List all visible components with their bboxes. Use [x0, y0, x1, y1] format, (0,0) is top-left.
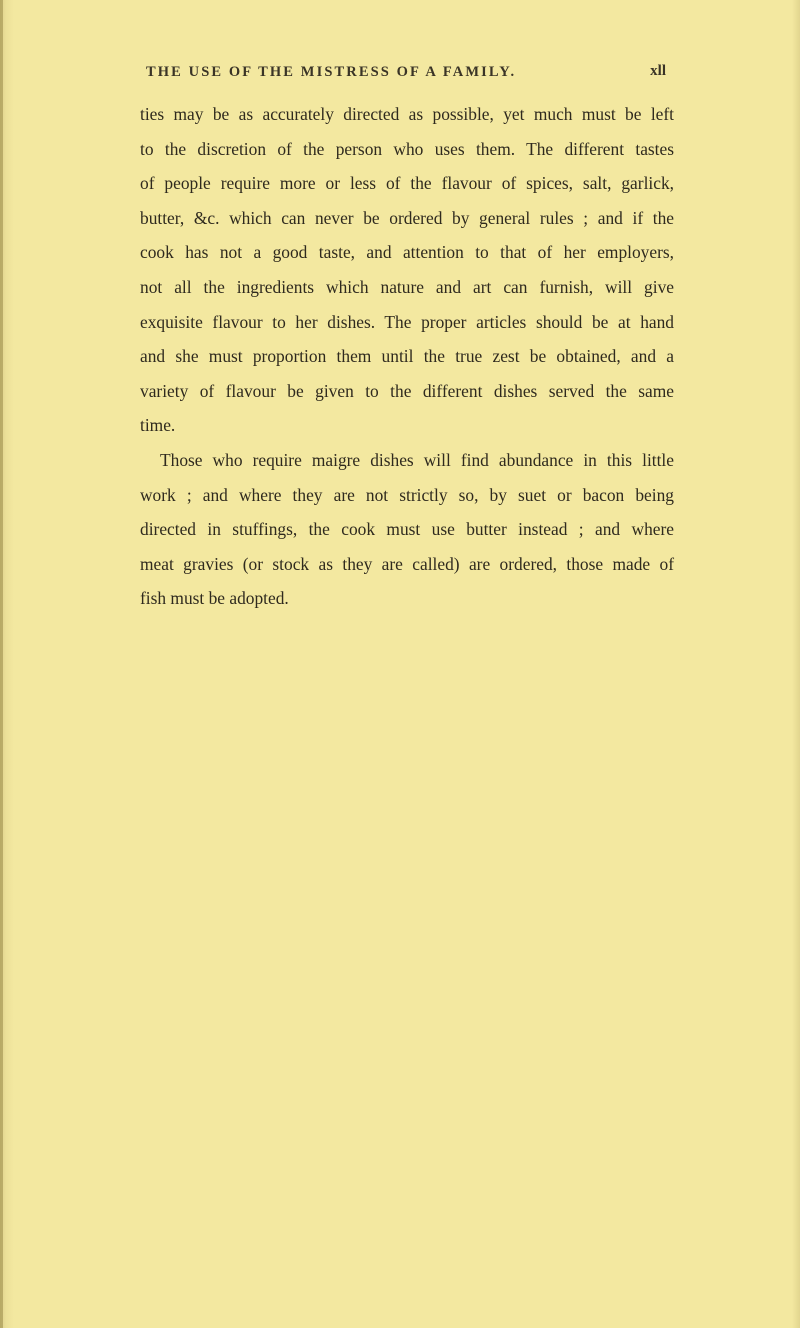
- page-binding-edge: [0, 0, 3, 1328]
- text-line: ties may be as accurately directed as possible, yet much must be left: [140, 104, 674, 124]
- body-text: [140, 97, 674, 616]
- text-line: work ; and where they are not strictly so, by suet or bacon being: [140, 484, 674, 505]
- text-line: exquisite flavour to her dishes. The proper articles should be at hand: [140, 311, 674, 332]
- running-head: THE USE OF THE MISTRESS OF A FAMILY.: [146, 64, 517, 80]
- page-header: [146, 64, 666, 88]
- text-line: fish must be adopted.: [140, 588, 289, 609]
- text-line: variety of flavour be given to the different dishes served the same: [140, 380, 674, 401]
- text-line: and she must proportion them until the true zest be obtained, and a: [140, 346, 674, 367]
- text-line: meat gravies (or stock as they are called) are ordered, those made of: [140, 553, 674, 574]
- page-number: xll: [650, 63, 666, 79]
- text-line: directed in stuffings, the cook must use butter instead ; and where: [140, 519, 674, 540]
- paragraph-2: [140, 443, 674, 616]
- text-line: cook has not a good taste, and attention to that of her employers,: [140, 242, 674, 263]
- text-line: not all the ingredients which nature and art can furnish, will give: [140, 276, 674, 297]
- text-line: to the discretion of the person who uses them. The different tastes: [140, 138, 674, 159]
- text-line: of people require more or less of the flavour of spices, salt, garlick,: [140, 173, 674, 194]
- text-line: time.: [140, 415, 176, 436]
- text-line: butter, &c. which can never be ordered by general rules ; and if the: [140, 207, 674, 228]
- paragraph-1: [140, 97, 674, 443]
- text-line: Those who require maigre dishes will find abundance in this little: [160, 449, 674, 470]
